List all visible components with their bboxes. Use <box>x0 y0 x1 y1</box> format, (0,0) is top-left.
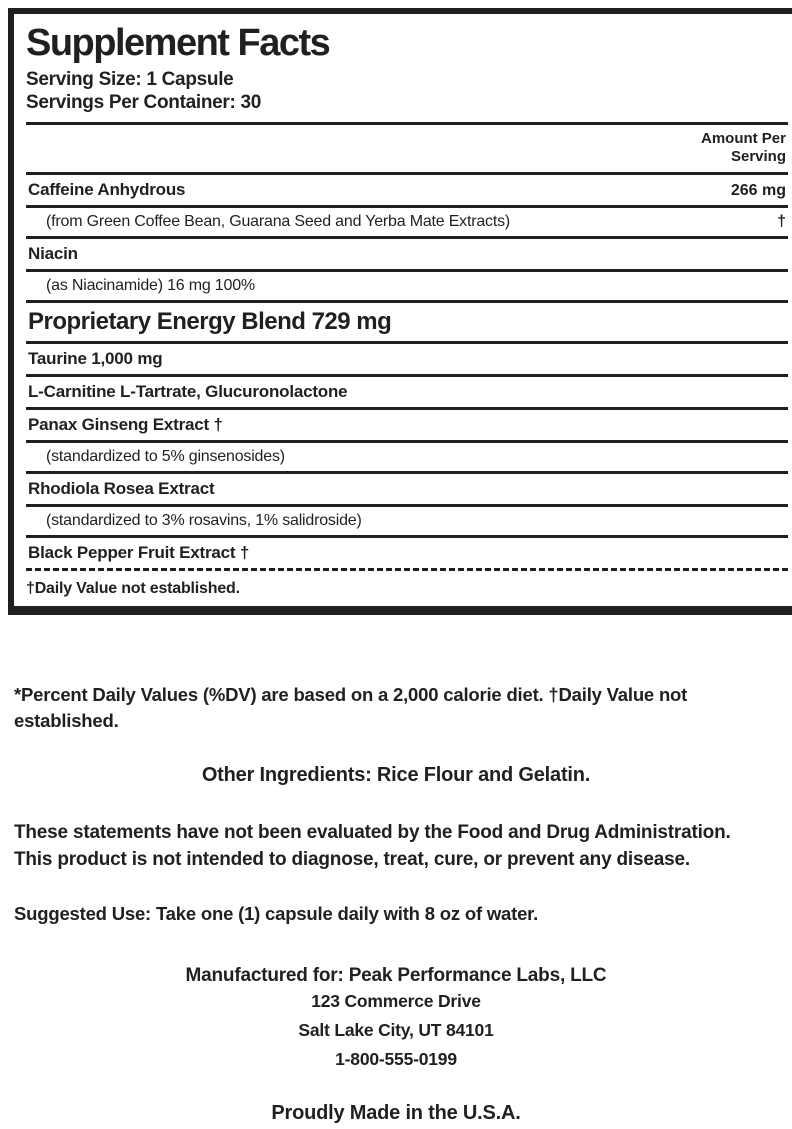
ingredient-text: Black Pepper Fruit Extract † <box>28 543 250 562</box>
ingredient-row <box>26 538 788 568</box>
panel-title: Supplement Facts <box>26 22 330 64</box>
ingredient-row <box>26 443 788 471</box>
amount-per-serving-header <box>26 125 788 172</box>
ingredient-text: Niacin <box>28 244 78 263</box>
column-header-line2: Serving <box>730 148 786 165</box>
other-ingredients: Other Ingredients: Rice Flour and Gelatin. <box>201 764 591 786</box>
ingredient-text: (as Niacinamide) 16 mg 100% <box>46 277 255 294</box>
ingredient-text: Proprietary Energy Blend 729 mg <box>28 308 392 335</box>
ingredient-row <box>26 303 788 341</box>
address-line: 123 Commerce Drive <box>311 991 481 1011</box>
ingredient-text: L-Carnitine L-Tartrate, Glucuronolactone <box>28 382 348 401</box>
ingredient-row <box>26 239 788 269</box>
ingredient-row <box>26 344 788 374</box>
ingredient-row <box>26 377 788 407</box>
manufacturer-address <box>0 987 792 1074</box>
ingredient-amount: 266 mg <box>730 182 786 199</box>
made-in-usa: Proudly Made in the U.S.A. <box>271 1102 521 1124</box>
ingredient-table <box>26 175 788 574</box>
manufactured-for: Manufactured for: Peak Performance Labs, LLC <box>185 965 607 986</box>
ingredient-row <box>26 272 788 300</box>
ingredient-text: Taurine 1,000 mg <box>28 349 163 368</box>
servings-per-container: Servings Per Container: 30 <box>26 92 262 113</box>
daily-value-footnote: †Daily Value not established. <box>26 580 240 597</box>
suggested-use: Suggested Use: Take one (1) capsule daily with 8 oz of water. <box>14 903 539 924</box>
address-line: 1-800-555-0199 <box>335 1049 457 1069</box>
manufacturer-block <box>0 965 792 1074</box>
fda-disclaimer: These statements have not been evaluated by the Food and Drug Administration. This product is not intended to diagnose, treat, cure, or prevent any disease. <box>14 822 731 870</box>
serving-size: Serving Size: 1 Capsule <box>26 69 234 90</box>
ingredient-text: (from Green Coffee Bean, Guarana Seed and Yerba Mate Extracts) <box>46 213 511 230</box>
ingredient-text: (standardized to 5% ginsenosides) <box>46 448 285 465</box>
ingredient-text: Panax Ginseng Extract † <box>28 415 223 434</box>
ingredient-row <box>26 208 788 236</box>
ingredient-text: Caffeine Anhydrous <box>28 180 186 199</box>
ingredient-text: (standardized to 3% rosavins, 1% salidroside) <box>46 512 362 529</box>
ingredient-row <box>26 507 788 535</box>
address-line: Salt Lake City, UT 84101 <box>298 1020 494 1040</box>
ingredient-row <box>26 410 788 440</box>
supplement-facts-panel <box>8 8 792 615</box>
column-header-line1: Amount Per <box>700 130 786 147</box>
ingredient-amount: † <box>777 213 786 230</box>
ingredient-row <box>26 474 788 504</box>
below-panel-text <box>0 672 792 1125</box>
percent-dv-footnote: *Percent Daily Values (%DV) are based on a 2,000 calorie diet. †Daily Value not established. <box>14 684 688 731</box>
ingredient-text: Rhodiola Rosea Extract <box>28 479 215 498</box>
ingredient-row <box>26 175 788 205</box>
